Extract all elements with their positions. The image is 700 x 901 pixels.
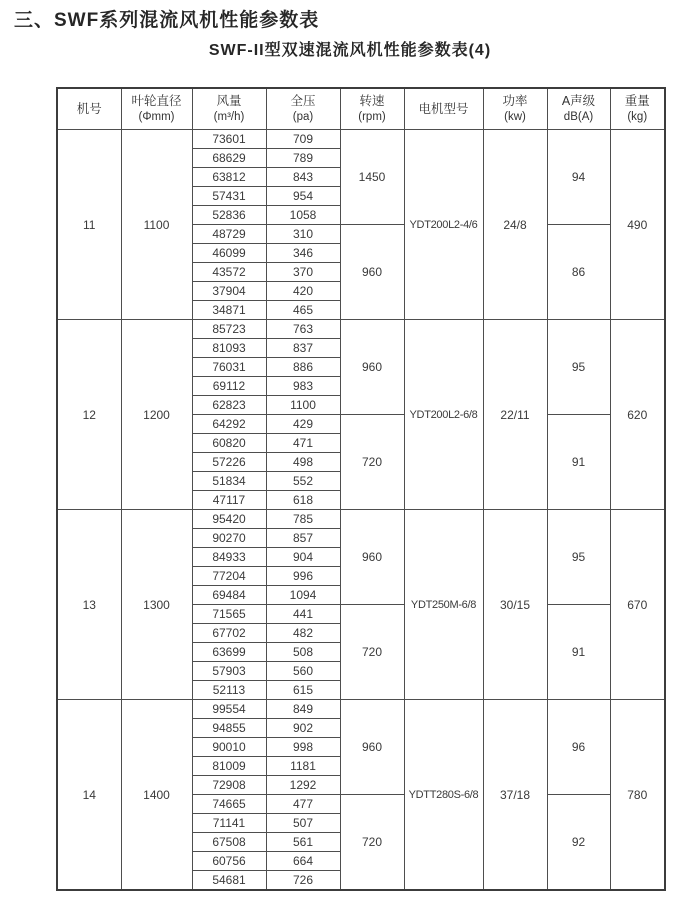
speed-cell: 960 [340, 700, 404, 795]
air-volume-cell: 64292 [192, 415, 266, 434]
air-volume-cell: 74665 [192, 795, 266, 814]
total-pressure-cell: 420 [266, 282, 340, 301]
air-volume-cell: 73601 [192, 130, 266, 149]
power-cell: 22/11 [483, 320, 547, 510]
air-volume-cell: 76031 [192, 358, 266, 377]
air-volume-cell: 57903 [192, 662, 266, 681]
total-pressure-cell: 726 [266, 871, 340, 891]
speed-cell: 720 [340, 415, 404, 510]
air-volume-cell: 60820 [192, 434, 266, 453]
speed-cell: 1450 [340, 130, 404, 225]
total-pressure-cell: 561 [266, 833, 340, 852]
motor-model-cell: YDT200L2-6/8 [404, 320, 483, 510]
table-row [57, 510, 665, 529]
col-header-speed [340, 88, 404, 130]
col-header-air-volume [192, 88, 266, 130]
motor-model-cell: YDT250M-6/8 [404, 510, 483, 700]
col-header-power [483, 88, 547, 130]
speed-cell: 960 [340, 225, 404, 320]
air-volume-cell: 90270 [192, 529, 266, 548]
motor-model-cell: YDT200L2-4/6 [404, 130, 483, 320]
air-volume-cell: 77204 [192, 567, 266, 586]
header-label: 电机型号 [418, 101, 469, 116]
power-cell: 24/8 [483, 130, 547, 320]
weight-cell: 780 [610, 700, 665, 891]
total-pressure-cell: 370 [266, 263, 340, 282]
air-volume-cell: 63699 [192, 643, 266, 662]
total-pressure-cell: 465 [266, 301, 340, 320]
weight-cell: 670 [610, 510, 665, 700]
header-sublabel: (kw) [504, 110, 526, 123]
air-volume-cell: 81093 [192, 339, 266, 358]
total-pressure-cell: 886 [266, 358, 340, 377]
speed-cell: 720 [340, 795, 404, 891]
machine-no-cell: 14 [57, 700, 121, 891]
total-pressure-cell: 429 [266, 415, 340, 434]
table-row [57, 130, 665, 149]
impeller-diameter-cell: 1400 [121, 700, 192, 891]
air-volume-cell: 52836 [192, 206, 266, 225]
power-cell: 30/15 [483, 510, 547, 700]
impeller-diameter-cell: 1100 [121, 130, 192, 320]
total-pressure-cell: 1058 [266, 206, 340, 225]
total-pressure-cell: 508 [266, 643, 340, 662]
table-row [57, 320, 665, 339]
sound-level-cell: 94 [547, 130, 610, 225]
total-pressure-cell: 310 [266, 225, 340, 244]
speed-cell: 720 [340, 605, 404, 700]
machine-no-cell: 12 [57, 320, 121, 510]
header-label: 重量 [624, 94, 650, 109]
air-volume-cell: 71141 [192, 814, 266, 833]
header-label: 叶轮直径 [131, 94, 182, 109]
total-pressure-cell: 615 [266, 681, 340, 700]
air-volume-cell: 43572 [192, 263, 266, 282]
total-pressure-cell: 763 [266, 320, 340, 339]
air-volume-cell: 63812 [192, 168, 266, 187]
col-header-sound-level [547, 88, 610, 130]
col-header-total-pressure [266, 88, 340, 130]
weight-cell: 620 [610, 320, 665, 510]
machine-no-cell: 13 [57, 510, 121, 700]
total-pressure-cell: 441 [266, 605, 340, 624]
total-pressure-cell: 902 [266, 719, 340, 738]
speed-cell: 960 [340, 510, 404, 605]
header-sublabel: (pa) [292, 110, 314, 123]
header-sublabel: (kg) [627, 110, 648, 123]
impeller-diameter-cell: 1200 [121, 320, 192, 510]
machine-no-cell: 11 [57, 130, 121, 320]
air-volume-cell: 62823 [192, 396, 266, 415]
sound-level-cell: 92 [547, 795, 610, 891]
weight-cell: 490 [610, 130, 665, 320]
col-header-impeller-diameter [121, 88, 192, 130]
air-volume-cell: 68629 [192, 149, 266, 168]
air-volume-cell: 69484 [192, 586, 266, 605]
speed-cell: 960 [340, 320, 404, 415]
header-label: A声级 [561, 94, 596, 109]
table-subtitle: SWF-II型双速混流风机性能参数表(4) [208, 42, 492, 59]
total-pressure-cell: 1292 [266, 776, 340, 795]
total-pressure-cell: 498 [266, 453, 340, 472]
air-volume-cell: 85723 [192, 320, 266, 339]
air-volume-cell: 71565 [192, 605, 266, 624]
total-pressure-cell: 789 [266, 149, 340, 168]
col-header-weight [610, 88, 665, 130]
fan-performance-table [56, 87, 666, 891]
air-volume-cell: 67702 [192, 624, 266, 643]
total-pressure-cell: 471 [266, 434, 340, 453]
air-volume-cell: 57431 [192, 187, 266, 206]
total-pressure-cell: 983 [266, 377, 340, 396]
header-sublabel: (m³/h) [213, 110, 245, 123]
total-pressure-cell: 477 [266, 795, 340, 814]
impeller-diameter-cell: 1300 [121, 510, 192, 700]
air-volume-cell: 54681 [192, 871, 266, 891]
header-label: 风量 [216, 94, 242, 109]
total-pressure-cell: 1100 [266, 396, 340, 415]
header-row [57, 88, 665, 130]
air-volume-cell: 67508 [192, 833, 266, 852]
total-pressure-cell: 843 [266, 168, 340, 187]
motor-model-cell: YDTT280S-6/8 [404, 700, 483, 891]
total-pressure-cell: 709 [266, 130, 340, 149]
air-volume-cell: 57226 [192, 453, 266, 472]
header-sublabel: (Φmm) [138, 110, 175, 123]
air-volume-cell: 81009 [192, 757, 266, 776]
air-volume-cell: 48729 [192, 225, 266, 244]
total-pressure-cell: 904 [266, 548, 340, 567]
total-pressure-cell: 552 [266, 472, 340, 491]
air-volume-cell: 72908 [192, 776, 266, 795]
header-sublabel: (rpm) [358, 110, 386, 123]
total-pressure-cell: 954 [266, 187, 340, 206]
header-label: 机号 [76, 101, 102, 116]
table-row [57, 700, 665, 719]
sound-level-cell: 91 [547, 415, 610, 510]
page-title: 三、SWF系列混流风机性能参数表 [14, 10, 320, 31]
sound-level-cell: 86 [547, 225, 610, 320]
total-pressure-cell: 507 [266, 814, 340, 833]
header-label: 转速 [359, 94, 385, 109]
header-label: 全压 [290, 94, 316, 109]
total-pressure-cell: 998 [266, 738, 340, 757]
power-cell: 37/18 [483, 700, 547, 891]
total-pressure-cell: 560 [266, 662, 340, 681]
sound-level-cell: 91 [547, 605, 610, 700]
air-volume-cell: 69112 [192, 377, 266, 396]
total-pressure-cell: 1181 [266, 757, 340, 776]
air-volume-cell: 47117 [192, 491, 266, 510]
total-pressure-cell: 664 [266, 852, 340, 871]
air-volume-cell: 84933 [192, 548, 266, 567]
total-pressure-cell: 996 [266, 567, 340, 586]
sound-level-cell: 96 [547, 700, 610, 795]
sound-level-cell: 95 [547, 320, 610, 415]
air-volume-cell: 52113 [192, 681, 266, 700]
total-pressure-cell: 618 [266, 491, 340, 510]
air-volume-cell: 51834 [192, 472, 266, 491]
header-sublabel: dB(A) [563, 110, 594, 123]
total-pressure-cell: 346 [266, 244, 340, 263]
air-volume-cell: 95420 [192, 510, 266, 529]
total-pressure-cell: 849 [266, 700, 340, 719]
total-pressure-cell: 482 [266, 624, 340, 643]
air-volume-cell: 99554 [192, 700, 266, 719]
total-pressure-cell: 837 [266, 339, 340, 358]
total-pressure-cell: 857 [266, 529, 340, 548]
air-volume-cell: 90010 [192, 738, 266, 757]
air-volume-cell: 46099 [192, 244, 266, 263]
air-volume-cell: 37904 [192, 282, 266, 301]
header-label: 功率 [502, 94, 528, 109]
sound-level-cell: 95 [547, 510, 610, 605]
col-header-machine-no [57, 88, 121, 130]
air-volume-cell: 60756 [192, 852, 266, 871]
total-pressure-cell: 785 [266, 510, 340, 529]
col-header-motor-model [404, 88, 483, 130]
air-volume-cell: 34871 [192, 301, 266, 320]
total-pressure-cell: 1094 [266, 586, 340, 605]
air-volume-cell: 94855 [192, 719, 266, 738]
